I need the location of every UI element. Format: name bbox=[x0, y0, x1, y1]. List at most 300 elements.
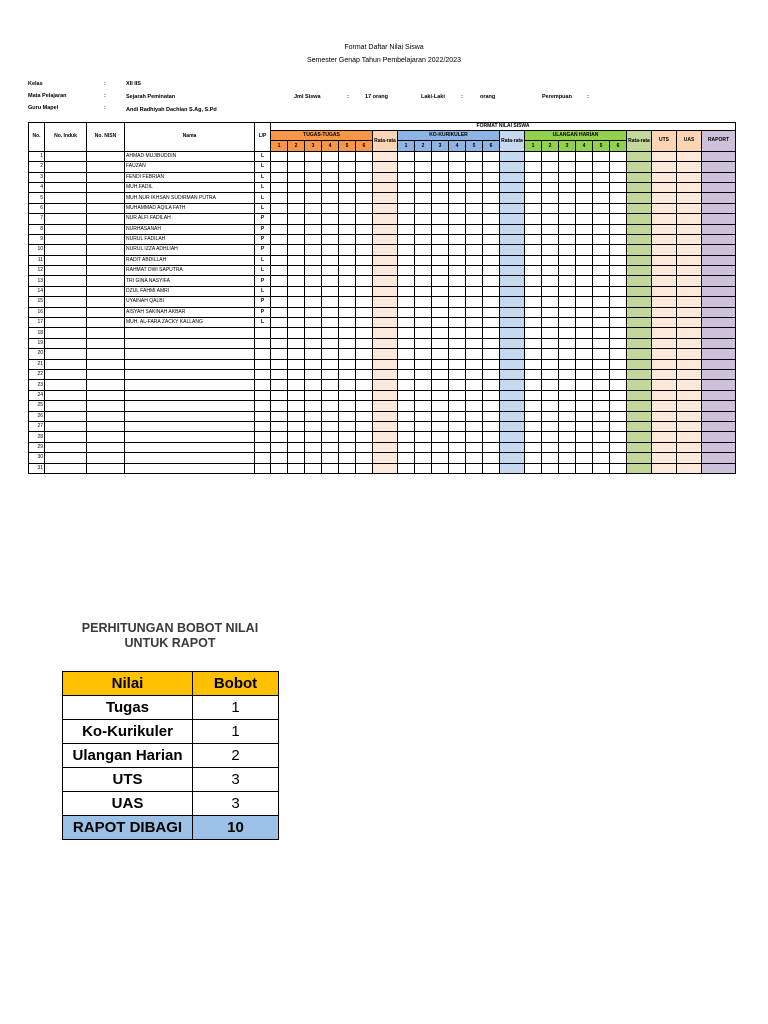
cell-raport[interactable] bbox=[702, 328, 736, 338]
cell-no-induk[interactable] bbox=[45, 411, 87, 421]
cell-tugas[interactable] bbox=[271, 182, 288, 192]
cell-koku[interactable] bbox=[415, 276, 432, 286]
cell-koku[interactable] bbox=[466, 151, 483, 161]
cell-koku[interactable] bbox=[466, 359, 483, 369]
cell-nama[interactable] bbox=[125, 421, 255, 431]
cell-tugas[interactable] bbox=[271, 297, 288, 307]
cell-no-induk[interactable] bbox=[45, 151, 87, 161]
cell-koku[interactable] bbox=[415, 266, 432, 276]
cell-koku[interactable] bbox=[449, 453, 466, 463]
cell-nama[interactable]: TRI GINA NASYIFA bbox=[125, 276, 255, 286]
cell-tugas[interactable] bbox=[356, 411, 373, 421]
cell-koku[interactable] bbox=[483, 318, 500, 328]
cell-lp[interactable] bbox=[255, 432, 271, 442]
cell-uas[interactable] bbox=[677, 349, 702, 359]
cell-no-nisn[interactable] bbox=[87, 307, 125, 317]
cell-rata-uh[interactable] bbox=[627, 172, 652, 182]
cell-rata-tugas[interactable] bbox=[373, 182, 398, 192]
cell-nama[interactable] bbox=[125, 349, 255, 359]
cell-tugas[interactable] bbox=[339, 401, 356, 411]
cell-rata-uh[interactable] bbox=[627, 214, 652, 224]
cell-no-induk[interactable] bbox=[45, 266, 87, 276]
cell-no-induk[interactable] bbox=[45, 255, 87, 265]
cell-tugas[interactable] bbox=[339, 432, 356, 442]
cell-uas[interactable] bbox=[677, 318, 702, 328]
cell-rata-tugas[interactable] bbox=[373, 432, 398, 442]
cell-koku[interactable] bbox=[449, 255, 466, 265]
cell-koku[interactable] bbox=[466, 390, 483, 400]
cell-no-induk[interactable] bbox=[45, 453, 87, 463]
cell-tugas[interactable] bbox=[339, 421, 356, 431]
cell-koku[interactable] bbox=[415, 203, 432, 213]
cell-tugas[interactable] bbox=[322, 276, 339, 286]
cell-tugas[interactable] bbox=[322, 297, 339, 307]
cell-rata-uh[interactable] bbox=[627, 442, 652, 452]
cell-no[interactable]: 13 bbox=[29, 276, 45, 286]
cell-rata-uh[interactable] bbox=[627, 359, 652, 369]
cell-uh[interactable] bbox=[593, 214, 610, 224]
cell-uts[interactable] bbox=[652, 245, 677, 255]
cell-tugas[interactable] bbox=[339, 255, 356, 265]
cell-uh[interactable] bbox=[593, 151, 610, 161]
cell-uh[interactable] bbox=[593, 349, 610, 359]
cell-tugas[interactable] bbox=[271, 318, 288, 328]
cell-uh[interactable] bbox=[525, 266, 542, 276]
cell-tugas[interactable] bbox=[322, 390, 339, 400]
cell-nama[interactable]: NURUL IZZA ADHLIAH bbox=[125, 245, 255, 255]
cell-koku[interactable] bbox=[449, 182, 466, 192]
cell-koku[interactable] bbox=[483, 286, 500, 296]
cell-koku[interactable] bbox=[466, 276, 483, 286]
cell-tugas[interactable] bbox=[305, 245, 322, 255]
cell-tugas[interactable] bbox=[356, 307, 373, 317]
cell-no-induk[interactable] bbox=[45, 432, 87, 442]
cell-lp[interactable]: L bbox=[255, 203, 271, 213]
cell-no[interactable]: 30 bbox=[29, 453, 45, 463]
cell-koku[interactable] bbox=[466, 162, 483, 172]
cell-tugas[interactable] bbox=[322, 193, 339, 203]
cell-uh[interactable] bbox=[559, 214, 576, 224]
cell-no-induk[interactable] bbox=[45, 380, 87, 390]
cell-uh[interactable] bbox=[576, 380, 593, 390]
cell-koku[interactable] bbox=[432, 411, 449, 421]
cell-uas[interactable] bbox=[677, 286, 702, 296]
cell-rata-koku[interactable] bbox=[500, 380, 525, 390]
cell-tugas[interactable] bbox=[339, 224, 356, 234]
cell-koku[interactable] bbox=[398, 328, 415, 338]
cell-koku[interactable] bbox=[432, 245, 449, 255]
cell-uh[interactable] bbox=[525, 182, 542, 192]
cell-uh[interactable] bbox=[525, 463, 542, 473]
cell-uh[interactable] bbox=[542, 432, 559, 442]
cell-tugas[interactable] bbox=[271, 401, 288, 411]
cell-uts[interactable] bbox=[652, 266, 677, 276]
cell-uh[interactable] bbox=[593, 286, 610, 296]
cell-tugas[interactable] bbox=[271, 453, 288, 463]
cell-lp[interactable]: L bbox=[255, 151, 271, 161]
cell-rata-tugas[interactable] bbox=[373, 214, 398, 224]
cell-lp[interactable] bbox=[255, 328, 271, 338]
cell-rata-uh[interactable] bbox=[627, 276, 652, 286]
cell-lp[interactable]: P bbox=[255, 224, 271, 234]
cell-uh[interactable] bbox=[610, 421, 627, 431]
cell-koku[interactable] bbox=[398, 297, 415, 307]
cell-uh[interactable] bbox=[542, 349, 559, 359]
cell-nama[interactable] bbox=[125, 369, 255, 379]
cell-uas[interactable] bbox=[677, 151, 702, 161]
cell-nama[interactable] bbox=[125, 338, 255, 348]
cell-rata-tugas[interactable] bbox=[373, 224, 398, 234]
cell-uh[interactable] bbox=[610, 369, 627, 379]
cell-uh[interactable] bbox=[542, 162, 559, 172]
cell-uh[interactable] bbox=[576, 411, 593, 421]
cell-koku[interactable] bbox=[483, 214, 500, 224]
cell-uh[interactable] bbox=[576, 369, 593, 379]
cell-koku[interactable] bbox=[483, 224, 500, 234]
cell-nama[interactable] bbox=[125, 328, 255, 338]
cell-uts[interactable] bbox=[652, 182, 677, 192]
cell-uas[interactable] bbox=[677, 266, 702, 276]
cell-koku[interactable] bbox=[398, 338, 415, 348]
cell-tugas[interactable] bbox=[305, 380, 322, 390]
cell-raport[interactable] bbox=[702, 245, 736, 255]
cell-tugas[interactable] bbox=[305, 442, 322, 452]
cell-rata-tugas[interactable] bbox=[373, 203, 398, 213]
cell-rata-koku[interactable] bbox=[500, 182, 525, 192]
cell-tugas[interactable] bbox=[322, 266, 339, 276]
cell-uas[interactable] bbox=[677, 297, 702, 307]
cell-uh[interactable] bbox=[593, 162, 610, 172]
cell-tugas[interactable] bbox=[356, 390, 373, 400]
cell-uh[interactable] bbox=[542, 182, 559, 192]
cell-tugas[interactable] bbox=[356, 328, 373, 338]
cell-tugas[interactable] bbox=[305, 463, 322, 473]
cell-tugas[interactable] bbox=[339, 297, 356, 307]
cell-rata-uh[interactable] bbox=[627, 453, 652, 463]
cell-tugas[interactable] bbox=[271, 234, 288, 244]
cell-rata-uh[interactable] bbox=[627, 307, 652, 317]
cell-rata-uh[interactable] bbox=[627, 266, 652, 276]
cell-uts[interactable] bbox=[652, 193, 677, 203]
cell-koku[interactable] bbox=[398, 369, 415, 379]
cell-koku[interactable] bbox=[483, 182, 500, 192]
cell-rata-koku[interactable] bbox=[500, 338, 525, 348]
cell-tugas[interactable] bbox=[271, 380, 288, 390]
cell-tugas[interactable] bbox=[356, 359, 373, 369]
cell-uas[interactable] bbox=[677, 369, 702, 379]
cell-lp[interactable]: P bbox=[255, 276, 271, 286]
cell-koku[interactable] bbox=[415, 328, 432, 338]
cell-koku[interactable] bbox=[398, 172, 415, 182]
cell-rata-tugas[interactable] bbox=[373, 338, 398, 348]
cell-koku[interactable] bbox=[449, 432, 466, 442]
cell-rata-koku[interactable] bbox=[500, 411, 525, 421]
cell-tugas[interactable] bbox=[339, 380, 356, 390]
cell-tugas[interactable] bbox=[305, 182, 322, 192]
cell-tugas[interactable] bbox=[305, 266, 322, 276]
cell-rata-tugas[interactable] bbox=[373, 369, 398, 379]
cell-no-induk[interactable] bbox=[45, 224, 87, 234]
cell-uh[interactable] bbox=[610, 432, 627, 442]
cell-uts[interactable] bbox=[652, 276, 677, 286]
cell-lp[interactable] bbox=[255, 442, 271, 452]
cell-uas[interactable] bbox=[677, 255, 702, 265]
cell-no-nisn[interactable] bbox=[87, 286, 125, 296]
cell-nama[interactable]: RADIT ABDILLAH bbox=[125, 255, 255, 265]
cell-tugas[interactable] bbox=[339, 453, 356, 463]
cell-koku[interactable] bbox=[398, 286, 415, 296]
cell-uh[interactable] bbox=[576, 328, 593, 338]
cell-uh[interactable] bbox=[593, 203, 610, 213]
cell-koku[interactable] bbox=[483, 172, 500, 182]
cell-no[interactable]: 16 bbox=[29, 307, 45, 317]
cell-koku[interactable] bbox=[483, 411, 500, 421]
cell-uh[interactable] bbox=[525, 359, 542, 369]
cell-koku[interactable] bbox=[415, 442, 432, 452]
cell-tugas[interactable] bbox=[288, 369, 305, 379]
cell-tugas[interactable] bbox=[356, 369, 373, 379]
cell-tugas[interactable] bbox=[339, 307, 356, 317]
cell-no-induk[interactable] bbox=[45, 359, 87, 369]
cell-rata-tugas[interactable] bbox=[373, 245, 398, 255]
cell-rata-uh[interactable] bbox=[627, 432, 652, 442]
cell-no[interactable]: 14 bbox=[29, 286, 45, 296]
cell-tugas[interactable] bbox=[322, 182, 339, 192]
cell-koku[interactable] bbox=[398, 307, 415, 317]
cell-rata-tugas[interactable] bbox=[373, 453, 398, 463]
cell-tugas[interactable] bbox=[339, 245, 356, 255]
cell-uh[interactable] bbox=[593, 245, 610, 255]
cell-koku[interactable] bbox=[398, 432, 415, 442]
cell-tugas[interactable] bbox=[305, 307, 322, 317]
cell-koku[interactable] bbox=[483, 162, 500, 172]
cell-no[interactable]: 24 bbox=[29, 390, 45, 400]
cell-koku[interactable] bbox=[432, 172, 449, 182]
cell-raport[interactable] bbox=[702, 182, 736, 192]
cell-no-nisn[interactable] bbox=[87, 369, 125, 379]
cell-tugas[interactable] bbox=[305, 234, 322, 244]
cell-koku[interactable] bbox=[415, 193, 432, 203]
cell-lp[interactable]: L bbox=[255, 172, 271, 182]
cell-uh[interactable] bbox=[576, 182, 593, 192]
cell-uh[interactable] bbox=[576, 338, 593, 348]
cell-koku[interactable] bbox=[483, 255, 500, 265]
cell-nama[interactable] bbox=[125, 401, 255, 411]
cell-tugas[interactable] bbox=[356, 245, 373, 255]
cell-uh[interactable] bbox=[525, 276, 542, 286]
cell-nama[interactable] bbox=[125, 432, 255, 442]
cell-tugas[interactable] bbox=[339, 338, 356, 348]
cell-uh[interactable] bbox=[576, 172, 593, 182]
cell-raport[interactable] bbox=[702, 172, 736, 182]
cell-koku[interactable] bbox=[432, 193, 449, 203]
cell-uts[interactable] bbox=[652, 349, 677, 359]
cell-uts[interactable] bbox=[652, 297, 677, 307]
cell-koku[interactable] bbox=[449, 411, 466, 421]
cell-tugas[interactable] bbox=[322, 369, 339, 379]
cell-no-induk[interactable] bbox=[45, 349, 87, 359]
cell-uh[interactable] bbox=[559, 432, 576, 442]
cell-koku[interactable] bbox=[415, 432, 432, 442]
cell-uts[interactable] bbox=[652, 369, 677, 379]
cell-raport[interactable] bbox=[702, 307, 736, 317]
cell-tugas[interactable] bbox=[271, 162, 288, 172]
cell-raport[interactable] bbox=[702, 338, 736, 348]
cell-koku[interactable] bbox=[398, 349, 415, 359]
cell-tugas[interactable] bbox=[339, 193, 356, 203]
cell-rata-tugas[interactable] bbox=[373, 276, 398, 286]
cell-koku[interactable] bbox=[466, 318, 483, 328]
cell-uh[interactable] bbox=[525, 432, 542, 442]
cell-tugas[interactable] bbox=[356, 453, 373, 463]
cell-koku[interactable] bbox=[449, 380, 466, 390]
cell-tugas[interactable] bbox=[356, 297, 373, 307]
cell-uh[interactable] bbox=[576, 276, 593, 286]
cell-tugas[interactable] bbox=[288, 245, 305, 255]
cell-raport[interactable] bbox=[702, 276, 736, 286]
cell-uh[interactable] bbox=[610, 442, 627, 452]
cell-no-nisn[interactable] bbox=[87, 234, 125, 244]
cell-tugas[interactable] bbox=[305, 338, 322, 348]
cell-uh[interactable] bbox=[542, 193, 559, 203]
cell-uh[interactable] bbox=[525, 328, 542, 338]
cell-tugas[interactable] bbox=[322, 172, 339, 182]
cell-koku[interactable] bbox=[415, 463, 432, 473]
cell-uh[interactable] bbox=[593, 369, 610, 379]
cell-no[interactable]: 5 bbox=[29, 193, 45, 203]
cell-koku[interactable] bbox=[398, 182, 415, 192]
cell-raport[interactable] bbox=[702, 411, 736, 421]
cell-no-nisn[interactable] bbox=[87, 214, 125, 224]
cell-uts[interactable] bbox=[652, 421, 677, 431]
cell-koku[interactable] bbox=[432, 151, 449, 161]
cell-uas[interactable] bbox=[677, 307, 702, 317]
cell-no[interactable]: 27 bbox=[29, 421, 45, 431]
cell-koku[interactable] bbox=[432, 286, 449, 296]
cell-koku[interactable] bbox=[466, 245, 483, 255]
cell-koku[interactable] bbox=[415, 286, 432, 296]
cell-koku[interactable] bbox=[415, 349, 432, 359]
cell-koku[interactable] bbox=[466, 266, 483, 276]
cell-koku[interactable] bbox=[398, 234, 415, 244]
cell-koku[interactable] bbox=[449, 214, 466, 224]
cell-no-nisn[interactable] bbox=[87, 266, 125, 276]
cell-koku[interactable] bbox=[398, 193, 415, 203]
cell-no-nisn[interactable] bbox=[87, 359, 125, 369]
cell-uh[interactable] bbox=[610, 328, 627, 338]
cell-koku[interactable] bbox=[432, 380, 449, 390]
cell-koku[interactable] bbox=[415, 214, 432, 224]
cell-tugas[interactable] bbox=[271, 390, 288, 400]
cell-rata-koku[interactable] bbox=[500, 286, 525, 296]
cell-rata-uh[interactable] bbox=[627, 203, 652, 213]
cell-tugas[interactable] bbox=[288, 318, 305, 328]
cell-koku[interactable] bbox=[483, 401, 500, 411]
cell-uas[interactable] bbox=[677, 453, 702, 463]
cell-uas[interactable] bbox=[677, 401, 702, 411]
cell-koku[interactable] bbox=[449, 245, 466, 255]
cell-uas[interactable] bbox=[677, 234, 702, 244]
cell-koku[interactable] bbox=[415, 453, 432, 463]
cell-nama[interactable] bbox=[125, 390, 255, 400]
cell-tugas[interactable] bbox=[288, 401, 305, 411]
cell-tugas[interactable] bbox=[288, 224, 305, 234]
cell-koku[interactable] bbox=[432, 390, 449, 400]
cell-rata-tugas[interactable] bbox=[373, 193, 398, 203]
cell-uh[interactable] bbox=[576, 255, 593, 265]
cell-rata-koku[interactable] bbox=[500, 318, 525, 328]
cell-lp[interactable]: P bbox=[255, 297, 271, 307]
cell-no-induk[interactable] bbox=[45, 193, 87, 203]
cell-rata-uh[interactable] bbox=[627, 162, 652, 172]
cell-tugas[interactable] bbox=[322, 328, 339, 338]
cell-koku[interactable] bbox=[432, 224, 449, 234]
cell-uh[interactable] bbox=[610, 214, 627, 224]
cell-lp[interactable]: L bbox=[255, 318, 271, 328]
cell-tugas[interactable] bbox=[339, 266, 356, 276]
cell-no-induk[interactable] bbox=[45, 463, 87, 473]
cell-rata-koku[interactable] bbox=[500, 442, 525, 452]
cell-koku[interactable] bbox=[398, 162, 415, 172]
cell-uh[interactable] bbox=[576, 224, 593, 234]
cell-uts[interactable] bbox=[652, 286, 677, 296]
cell-no[interactable]: 11 bbox=[29, 255, 45, 265]
cell-raport[interactable] bbox=[702, 297, 736, 307]
cell-no-nisn[interactable] bbox=[87, 172, 125, 182]
cell-uh[interactable] bbox=[542, 255, 559, 265]
cell-tugas[interactable] bbox=[305, 151, 322, 161]
cell-no[interactable]: 2 bbox=[29, 162, 45, 172]
cell-koku[interactable] bbox=[415, 172, 432, 182]
cell-tugas[interactable] bbox=[356, 162, 373, 172]
cell-rata-tugas[interactable] bbox=[373, 463, 398, 473]
cell-tugas[interactable] bbox=[305, 453, 322, 463]
cell-rata-uh[interactable] bbox=[627, 224, 652, 234]
cell-uh[interactable] bbox=[542, 245, 559, 255]
cell-uh[interactable] bbox=[542, 453, 559, 463]
cell-uh[interactable] bbox=[525, 151, 542, 161]
cell-koku[interactable] bbox=[415, 297, 432, 307]
cell-tugas[interactable] bbox=[305, 193, 322, 203]
cell-uh[interactable] bbox=[593, 172, 610, 182]
cell-lp[interactable]: L bbox=[255, 162, 271, 172]
cell-koku[interactable] bbox=[415, 411, 432, 421]
cell-koku[interactable] bbox=[398, 151, 415, 161]
cell-uh[interactable] bbox=[576, 193, 593, 203]
cell-koku[interactable] bbox=[449, 203, 466, 213]
cell-uh[interactable] bbox=[559, 151, 576, 161]
cell-rata-koku[interactable] bbox=[500, 266, 525, 276]
cell-tugas[interactable] bbox=[305, 432, 322, 442]
cell-koku[interactable] bbox=[432, 318, 449, 328]
cell-rata-tugas[interactable] bbox=[373, 328, 398, 338]
cell-rata-tugas[interactable] bbox=[373, 318, 398, 328]
cell-tugas[interactable] bbox=[339, 359, 356, 369]
cell-uh[interactable] bbox=[593, 442, 610, 452]
cell-raport[interactable] bbox=[702, 203, 736, 213]
cell-uh[interactable] bbox=[593, 266, 610, 276]
cell-lp[interactable] bbox=[255, 453, 271, 463]
cell-koku[interactable] bbox=[398, 266, 415, 276]
cell-uh[interactable] bbox=[576, 463, 593, 473]
cell-uts[interactable] bbox=[652, 214, 677, 224]
cell-no[interactable]: 4 bbox=[29, 182, 45, 192]
cell-tugas[interactable] bbox=[305, 255, 322, 265]
cell-tugas[interactable] bbox=[288, 255, 305, 265]
cell-uh[interactable] bbox=[559, 442, 576, 452]
cell-koku[interactable] bbox=[483, 203, 500, 213]
cell-uh[interactable] bbox=[559, 297, 576, 307]
